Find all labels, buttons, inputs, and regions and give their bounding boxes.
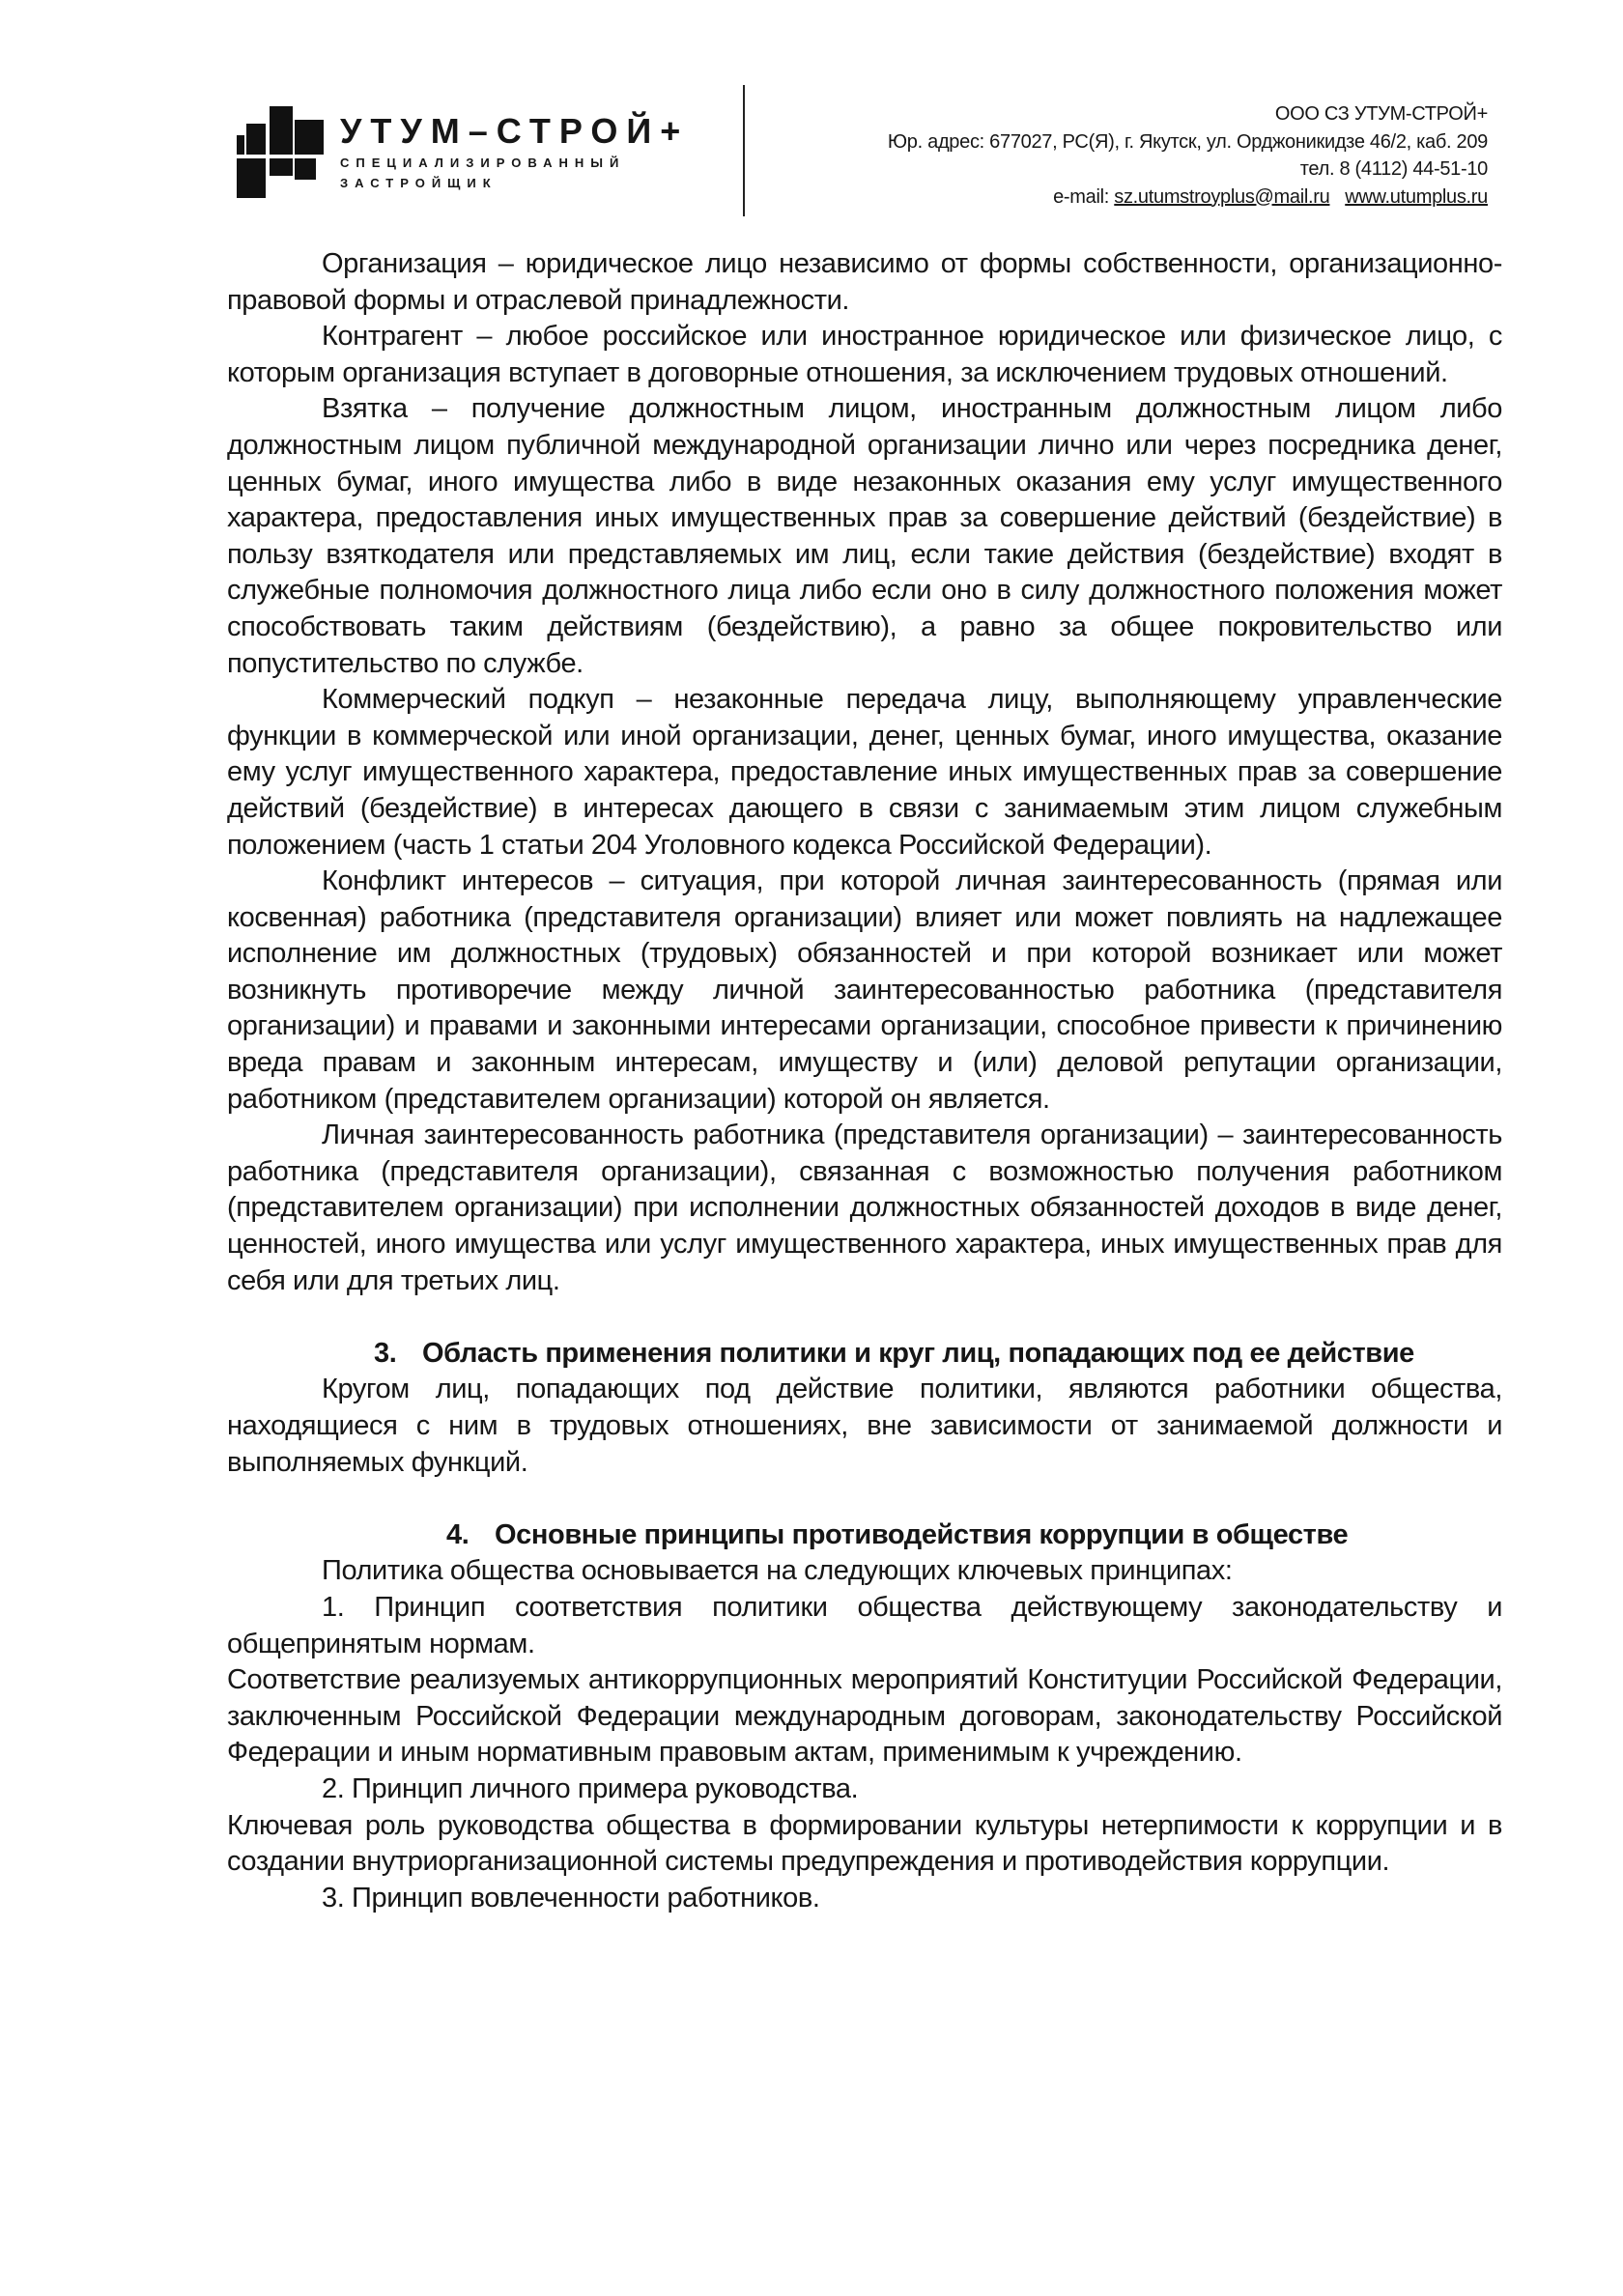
brand-title: УТУМ–СТРОЙ+ bbox=[340, 111, 690, 151]
list-item: 2. Принцип личного примера руководства. bbox=[322, 1772, 859, 1804]
legal-address: Юр. адрес: 677027, РС(Я), г. Якутск, ул. Орджоникидзе 46/2, каб. 209 bbox=[887, 130, 1488, 153]
list-item: 3. Принцип вовлеченности работников. bbox=[322, 1882, 820, 1913]
paragraph: Взятка – получение должностным лицом, иностранным должностным лицом либо должностным лицом публичной международной организации лично или через посредника денег, ценных бумаг, иного имущества либо в виде незаконных оказания ему услуг имущественного характера, предоставления иных имущественных прав за совершение действий (бездействие) в пользу взяткодателя или представляемых им лиц, если такие действия (бездействие) входят в служебные полномочия должностного лица либо если оно в силу должностного положения может способствовать таким действиям (бездействию), а равно за общее покровительство или попустительство по службе. bbox=[227, 393, 1502, 679]
section-heading-4 bbox=[227, 1517, 1502, 1554]
section-heading-3 bbox=[227, 1336, 1502, 1373]
paragraph: Политика общества основывается на следующих ключевых принципах: bbox=[322, 1555, 1233, 1587]
brand-subtitle: СПЕЦИАЛИЗИРОВАННЫЙ bbox=[340, 156, 626, 170]
list-item: 1. Принцип соответствия политики общества действующему законодательству и общепринятым нормам. bbox=[227, 1591, 1502, 1659]
paragraph: Организация – юридическое лицо независимо от формы собственности, организационно-правовой формы и отраслевой принадлежности. bbox=[227, 248, 1502, 316]
paragraph: Конфликт интересов – ситуация, при которой личная заинтересованность (прямая или косвенная) работника (представителя организации) влияет или может повлиять на надлежащее исполнение им должностных (трудовых) обязанностей и при которой возникает или может возникнуть противоречие между личной заинтересованностью работника (представителя организации) и правами и законными интересами организации, способное привести к причинению вреда правам и законным интересам, имуществу и (или) деловой репутации организации, работником (представителем организации) которой он является. bbox=[227, 865, 1502, 1115]
website-link[interactable]: www.utumplus.ru bbox=[1345, 185, 1488, 208]
paragraph: Кругом лиц, попадающих под действие политики, являются работники общества, находящиеся с ним в трудовых отношениях, вне зависимости от занимаемой должности и выполняемых функций. bbox=[227, 1374, 1502, 1478]
paragraph: Ключевая роль руководства общества в формировании культуры нетерпимости к коррупции и в создании внутриорганизационной системы предупреждения и противодействия коррупции. bbox=[227, 1809, 1502, 1878]
brand-block bbox=[340, 112, 689, 191]
brand-subtitle-2: ЗАСТРОЙЩИК bbox=[340, 176, 498, 190]
document-body bbox=[227, 246, 1502, 1916]
email-label: e-mail: bbox=[1053, 185, 1115, 208]
section-title: Основные принципы противодействия коррупции в обществе bbox=[495, 1518, 1349, 1550]
email-link[interactable]: sz.utumstroyplus@mail.ru bbox=[1114, 185, 1330, 208]
paragraph: Контрагент – любое российское или иностранное юридическое или физическое лицо, с которым организация вступает в договорные отношения, за исключением трудовых отношений. bbox=[227, 321, 1502, 388]
paragraph: Соответствие реализуемых антикоррупционных мероприятий Конституции Российской Федерации, заключенным Российской Федерации международным договорам, законодательству Российской Федерации и иным нормативным правовым актам, применимым к учреждению. bbox=[227, 1664, 1502, 1769]
paragraph: Коммерческий подкуп – незаконные передача лицу, выполняющему управленческие функции в коммерческой или иной организации, денег, ценных бумаг, иного имущества, оказание ему услуг имущественного характера, предоставление иных имущественных прав за совершение действий (бездействие) в интересах дающего в связи с занимаемым этим лицом служебным положением (часть 1 статьи 204 Уголовного кодекса Российской Федерации). bbox=[227, 684, 1502, 861]
header-divider bbox=[743, 85, 745, 216]
contact-block bbox=[888, 100, 1488, 211]
company-name: ООО СЗ УТУМ-СТРОЙ+ bbox=[1274, 103, 1488, 125]
section-title: Область применения политики и круг лиц, попадающих под ее действие bbox=[422, 1337, 1414, 1369]
section-number: 4. bbox=[446, 1518, 470, 1550]
company-logo bbox=[237, 106, 326, 198]
phone: тел. 8 (4112) 44-51-10 bbox=[1299, 158, 1488, 180]
paragraph: Личная заинтересованность работника (представителя организации) – заинтересованность работника (представителя организации), связанная с возможностью получения работником (представителем организации) при исполнении должностных обязанностей доходов в виде денег, ценностей, иного имущества или услуг имущественного характера, иных имущественных прав для себя или для третьих лиц. bbox=[227, 1120, 1502, 1296]
section-number: 3. bbox=[374, 1337, 397, 1369]
